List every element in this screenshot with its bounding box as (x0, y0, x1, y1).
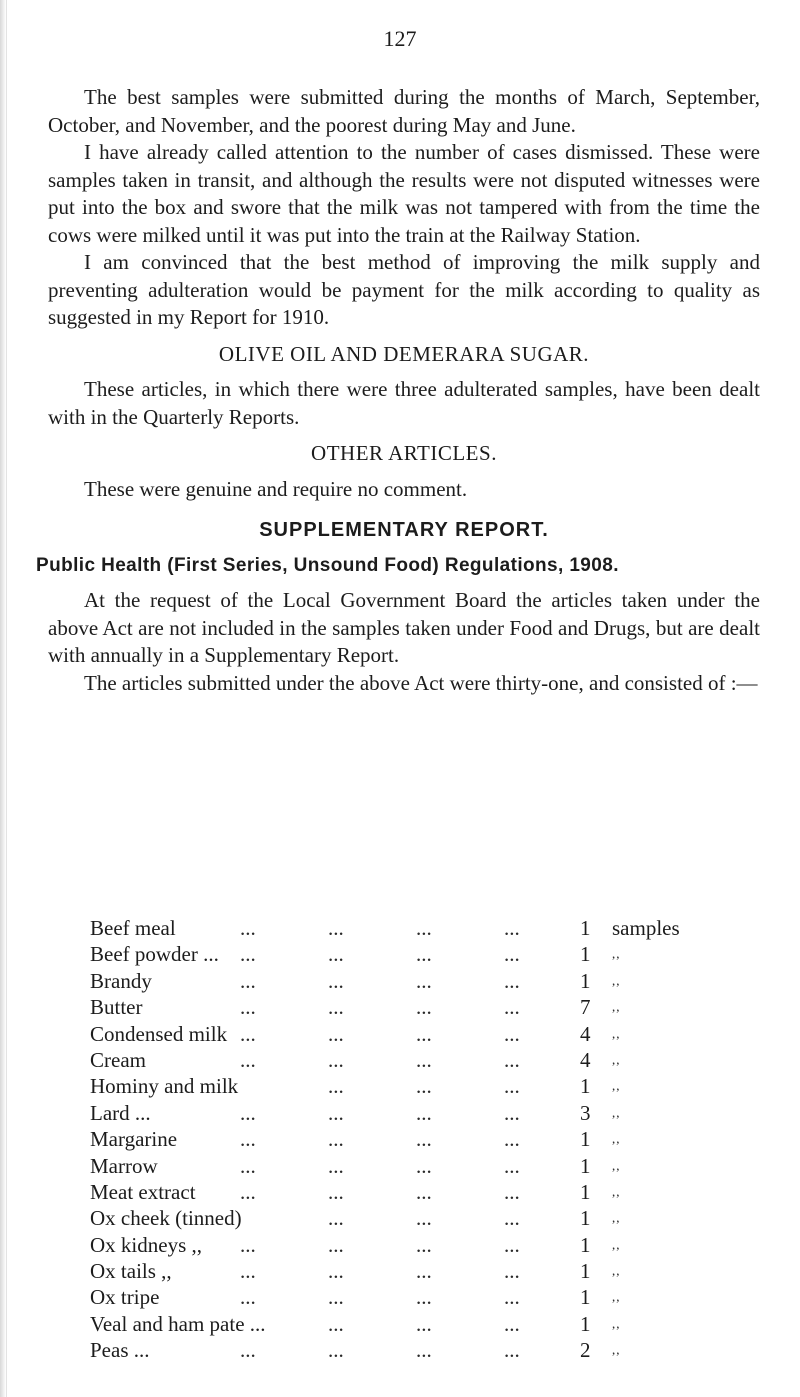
article-row (90, 1126, 670, 1152)
page-number: 127 (383, 26, 417, 51)
article-unit: ,, (612, 1104, 621, 1120)
article-count: 7 (580, 995, 591, 1020)
article-count: 2 (580, 1338, 591, 1363)
article-unit: ,, (612, 1289, 621, 1305)
leader-dot-group: ... (328, 1259, 344, 1284)
article-row (90, 1311, 670, 1337)
article-row (90, 1179, 670, 1205)
leader-dot-group: ... (328, 1179, 344, 1204)
article-unit: ,, (612, 999, 621, 1015)
leader-dot-group: ... (504, 942, 520, 967)
leader-dot-group: ... (504, 1232, 520, 1257)
article-row (90, 1153, 670, 1179)
leader-dot-group: ... (504, 1179, 520, 1204)
article-name: Butter (90, 995, 143, 1020)
leader-dots (90, 1100, 565, 1126)
article-name: Veal and ham pate ... (90, 1311, 266, 1336)
leader-dot-group: ... (416, 916, 432, 940)
article-unit: ,, (612, 1315, 621, 1331)
article-count: 1 (580, 1206, 591, 1231)
leader-dot-group: ... (504, 1100, 520, 1125)
leader-dot-group: ... (416, 968, 432, 993)
article-row (90, 1258, 670, 1284)
article-name: Ox tails ,, (90, 1259, 172, 1284)
leader-dot-group: ... (240, 916, 256, 940)
leader-dot-group: ... (416, 1311, 432, 1336)
leader-dot-group: ... (504, 1285, 520, 1310)
leader-dot-group: ... (240, 1338, 256, 1363)
heading-olive-oil: OLIVE OIL AND DEMERARA SUGAR. (218, 341, 590, 366)
leader-dot-group: ... (240, 1127, 256, 1152)
article-name: Brandy (90, 968, 152, 993)
leader-dot-group: ... (504, 1074, 520, 1099)
article-count: 1 (580, 1153, 591, 1178)
leader-dot-group: ... (504, 1259, 520, 1284)
leader-dot-group: ... (328, 942, 344, 967)
article-count: 1 (580, 968, 591, 993)
leader-dot-group: ... (328, 1100, 344, 1125)
article-row (90, 915, 680, 941)
leader-dot-group: ... (416, 1285, 432, 1310)
article-count: 1 (580, 942, 591, 967)
article-unit: samples (612, 916, 680, 940)
leader-dots (90, 1337, 565, 1363)
article-unit: ,, (612, 1236, 621, 1252)
leader-dot-group: ... (504, 1153, 520, 1178)
leader-dot-group: ... (240, 942, 256, 967)
article-row (90, 1337, 670, 1363)
leader-dot-group: ... (416, 1179, 432, 1204)
article-unit: ,, (612, 1263, 621, 1279)
leader-dot-group: ... (328, 1153, 344, 1178)
leader-dot-group: ... (416, 1021, 432, 1046)
article-row (90, 1100, 670, 1126)
article-unit: ,, (612, 1210, 621, 1226)
leader-dot-group: ... (240, 1153, 256, 1178)
leader-dot-group: ... (504, 916, 520, 940)
leader-dot-group: ... (328, 1285, 344, 1310)
article-count: 1 (580, 1259, 591, 1284)
paragraph-local-government-board: At the request of the Local Government Board the articles taken under the above Act are not included in the samples taken under Food and Drugs, but are dealt with annually in a Supplementary Report. (48, 588, 760, 667)
article-name: Cream (90, 1047, 146, 1072)
article-name: Beef powder ... (90, 942, 219, 967)
article-name: Hominy and milk (90, 1074, 239, 1099)
leader-dot-group: ... (416, 1206, 432, 1231)
leader-dot-group: ... (416, 995, 432, 1020)
subheading-regulations: Public Health (First Series, Unsound Food) Regulations, 1908. (36, 555, 619, 576)
leader-dot-group: ... (504, 1021, 520, 1046)
leader-dot-group: ... (504, 1206, 520, 1231)
leader-dot-group: ... (328, 1047, 344, 1072)
article-row (90, 1047, 670, 1073)
article-unit: ,, (612, 946, 621, 962)
article-row (90, 994, 670, 1020)
article-row (90, 941, 670, 967)
heading-supplementary-report: SUPPLEMENTARY REPORT. (259, 519, 549, 541)
paragraph-articles-submitted: The articles submitted under the above Act were thirty-one, and consisted of :— (84, 670, 758, 695)
article-unit: ,, (612, 972, 621, 988)
leader-dots (90, 994, 565, 1020)
leader-dot-group: ... (416, 1047, 432, 1072)
articles-list (90, 915, 680, 1364)
leader-dot-group: ... (328, 1021, 344, 1046)
leader-dot-group: ... (416, 1259, 432, 1284)
paragraph-cases-dismissed: I have already called attention to the number of cases dismissed. These were samples taken in transit, and although the results were not disputed witnesses were put into the box and swore that the milk was not tampered with from the time the cows were milked until it was put into the train at the Railway Station. (48, 140, 760, 247)
article-name: Ox tripe (90, 1285, 160, 1310)
leader-dots (90, 968, 565, 994)
leader-dot-group: ... (416, 1232, 432, 1257)
leader-dot-group: ... (240, 995, 256, 1020)
leader-dot-group: ... (240, 1021, 256, 1046)
paragraph-improving-supply: I am convinced that the best method of improving the milk supply and preventing adulteration would be payment for the milk according to quality as suggested in my Report for 1910. (48, 250, 760, 329)
article-unit: ,, (612, 1078, 621, 1094)
article-count: 1 (580, 1127, 591, 1152)
leader-dot-group: ... (416, 1127, 432, 1152)
article-count: 1 (580, 1179, 591, 1204)
leader-dot-group: ... (240, 1232, 256, 1257)
article-name: Ox cheek (tinned) (90, 1206, 242, 1231)
article-count: 1 (580, 1232, 591, 1257)
heading-other-articles: OTHER ARTICLES. (311, 441, 497, 465)
leader-dot-group: ... (328, 1338, 344, 1363)
leader-dot-group: ... (504, 1127, 520, 1152)
paragraph-best-samples: The best samples were submitted during the months of March, September, October, and November, and the poorest during May and June. (48, 85, 760, 137)
article-unit: ,, (612, 1157, 621, 1173)
leader-dot-group: ... (504, 995, 520, 1020)
article-unit: ,, (612, 1183, 621, 1199)
paragraph-olive-oil: These articles, in which there were three adulterated samples, have been dealt with in the Quarterly Reports. (48, 377, 760, 429)
leader-dot-group: ... (328, 1232, 344, 1257)
leader-dot-group: ... (328, 1127, 344, 1152)
leader-dots (90, 1153, 565, 1179)
leader-dot-group: ... (504, 1338, 520, 1363)
article-name: Lard ... (90, 1100, 151, 1125)
leader-dot-group: ... (240, 1100, 256, 1125)
leader-dot-group: ... (328, 968, 344, 993)
page-gutter (6, 0, 7, 1397)
leader-dot-group: ... (328, 1074, 344, 1099)
leader-dot-group: ... (416, 1153, 432, 1178)
article-row (90, 968, 670, 994)
article-row (90, 1205, 670, 1231)
leader-dot-group: ... (416, 1074, 432, 1099)
article-row (90, 1073, 670, 1099)
leader-dot-group: ... (328, 995, 344, 1020)
article-name: Meat extract (90, 1179, 196, 1204)
article-name: Margarine (90, 1127, 178, 1152)
article-unit: ,, (612, 1051, 621, 1067)
article-name: Marrow (90, 1153, 158, 1178)
leader-dot-group: ... (416, 1100, 432, 1125)
article-row (90, 1021, 670, 1047)
leader-dot-group: ... (240, 1285, 256, 1310)
article-count: 1 (580, 1311, 591, 1336)
leader-dot-group: ... (240, 1259, 256, 1284)
leader-dot-group: ... (240, 968, 256, 993)
leader-dot-group: ... (504, 968, 520, 993)
leader-dots (90, 1047, 565, 1073)
article-unit: ,, (612, 1131, 621, 1147)
article-name: Beef meal (90, 916, 176, 940)
leader-dot-group: ... (328, 1206, 344, 1231)
leader-dots (90, 1284, 565, 1310)
leader-dot-group: ... (328, 1311, 344, 1336)
article-count: 1 (580, 1285, 591, 1310)
leader-dot-group: ... (240, 1179, 256, 1204)
article-name: Peas ... (90, 1338, 150, 1363)
paragraph-other-articles: These were genuine and require no comment. (84, 476, 468, 501)
article-name: Condensed milk (90, 1021, 228, 1046)
page-body (36, 84, 760, 697)
leader-dot-group: ... (504, 1311, 520, 1336)
leader-dot-group: ... (416, 1338, 432, 1363)
article-count: 3 (580, 1100, 591, 1125)
article-unit: ,, (612, 1025, 621, 1041)
article-count: 4 (580, 1021, 591, 1046)
article-row (90, 1232, 670, 1258)
article-count: 1 (580, 916, 591, 940)
article-unit: ,, (612, 1342, 621, 1358)
article-count: 1 (580, 1074, 591, 1099)
leader-dot-group: ... (240, 1047, 256, 1072)
leader-dot-group: ... (416, 942, 432, 967)
leader-dot-group: ... (504, 1047, 520, 1072)
article-count: 4 (580, 1047, 591, 1072)
leader-dot-group: ... (328, 916, 344, 940)
article-row (90, 1284, 670, 1310)
article-name: Ox kidneys ,, (90, 1232, 202, 1257)
